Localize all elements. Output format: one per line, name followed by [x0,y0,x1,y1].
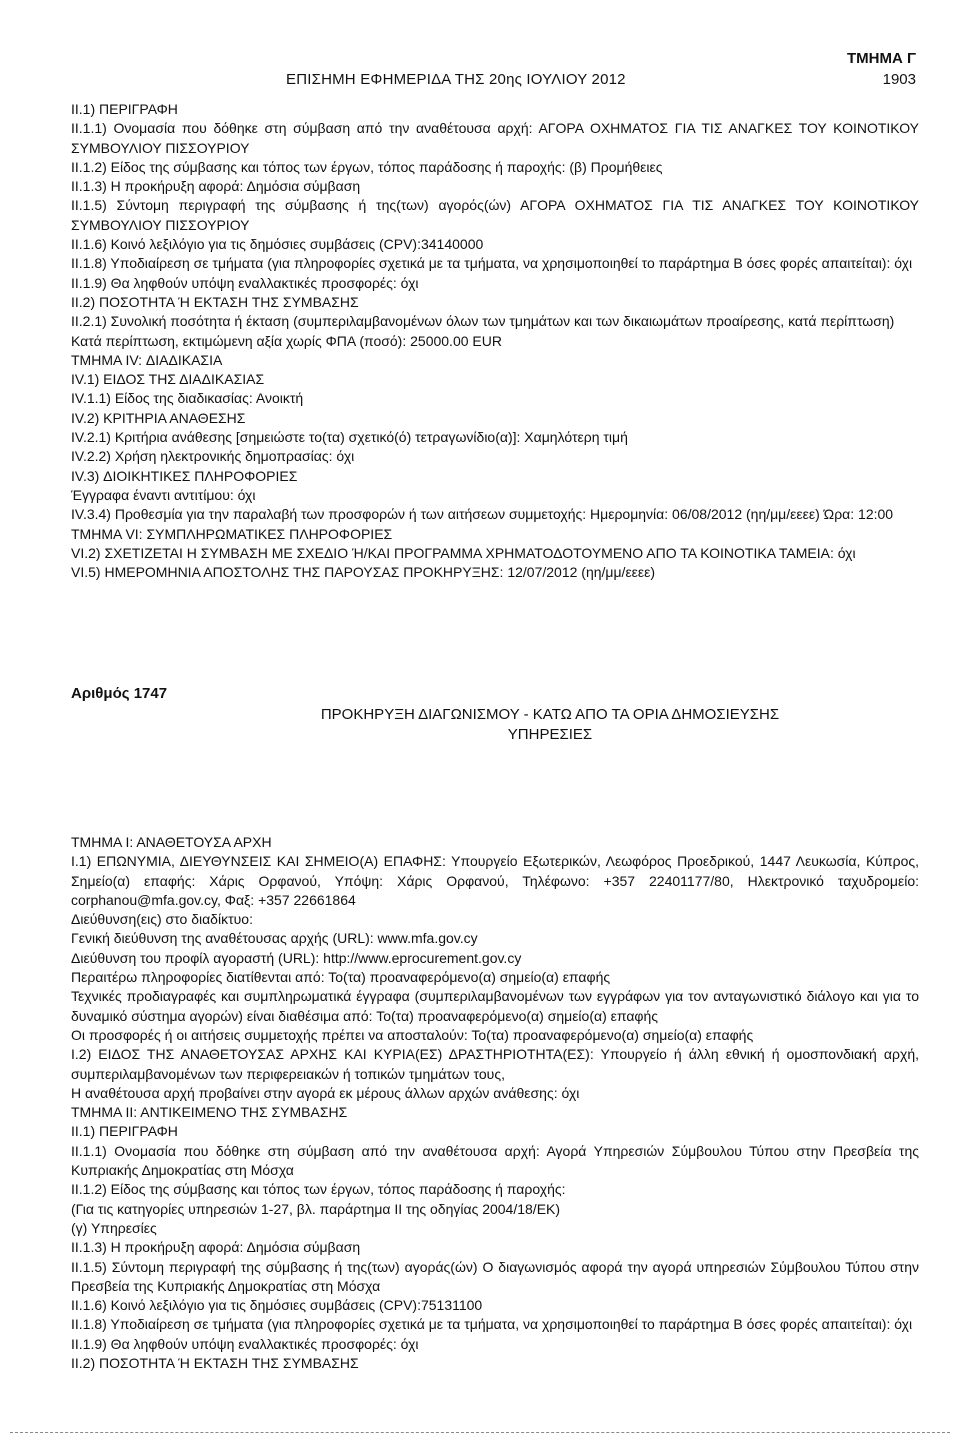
bottom-rule [10,1432,950,1433]
paragraph: ΙΙ.1) ΠΕΡΙΓΡΑΦΗ [71,101,178,117]
paragraph: ΙΙ.1.3) Η προκήρυξη αφορά: Δημόσια σύμβαση [71,178,361,195]
notice-continuation [71,100,919,582]
paragraph: ΙΙ.1) ΠΕΡΙΓΡΑΦΗ [71,1123,178,1140]
paragraph: IV.2.2) Χρήση ηλεκτρονικής δημοπρασίας: όχι [71,448,355,465]
page-number: 1903 [882,71,916,88]
paragraph: ΙΙ.1.6) Κοινό λεξιλόγιο για τις δημόσιες συμβάσεις (CPV):34140000 [71,236,484,253]
paragraph: ΙΙ.1.9) Θα ληφθούν υπόψη εναλλακτικές προσφορές: όχι [71,274,419,291]
paragraph: (γ) Υπηρεσίες [71,1219,157,1236]
paragraph: ΙΙ.1.5) Σύντομη περιγραφή της σύμβασης ή της(των) αγοράς(ών) Ο διαγωνισμός αφορά την αγορά υπηρεσιών Σύμβουλου Τύπου στην Πρεσβεία της Κυπριακής Δημοκρατίας στη Μόσχα [71,1258,919,1294]
paragraph: Κατά περίπτωση, εκτιμώμενη αξία χωρίς ΦΠΑ (ποσό): 25000.00 EUR [71,332,502,349]
paragraph: Έγγραφα έναντι αντιτίμου: όχι [71,486,256,503]
paragraph: Ι.2) ΕΙΔΟΣ ΤΗΣ ΑΝΑΘΕΤΟΥΣΑΣ ΑΡΧΗΣ ΚΑΙ ΚΥΡΙΑ(ΕΣ) ΔΡΑΣΤΗΡΙΟΤΗΤΑ(ΕΣ): Υπουργείο ή άλλη εθνική ή ομοσπονδιακή αρχή, συμπεριλαμβανομένων των περιφερειακών ή τοπικών τμημάτων τους, [71,1046,919,1082]
paragraph: IV.2.1) Κριτήρια ανάθεσης [σημειώστε το(τα) σχετικό(ό) τετραγωνίδιο(α)]: Χαμηλότερη τιμή [71,429,628,446]
paragraph: ΙΙ.1.1) Ονομασία που δόθηκε στη σύμβαση από την αναθέτουσα αρχή: Αγορά Υπηρεσιών Σύμβουλου Τύπου στην Πρεσβεία της Κυπριακής Δημοκρατίας στη Μόσχα [71,1142,919,1179]
paragraph: Η αναθέτουσα αρχή προβαίνει στην αγορά εκ μέρους άλλων αρχών ανάθεσης: όχι [71,1084,580,1101]
gazette-title: ΕΠΙΣΗΜΗ ΕΦΗΜΕΡΙΔΑ ΤΗΣ 20ης ΙΟΥΛΙΟΥ 2012 [286,71,626,88]
paragraph: ΤΜΗΜΑ ΙΙ: ΑΝΤΙΚΕΙΜΕΝΟ ΤΗΣ ΣΥΜΒΑΣΗΣ [71,1104,348,1121]
paragraph: ΙΙ.1.6) Κοινό λεξιλόγιο για τις δημόσιες συμβάσεις (CPV):75131100 [71,1297,483,1314]
paragraph: IV.1) ΕΙΔΟΣ ΤΗΣ ΔΙΑΔΙΚΑΣΙΑΣ [71,371,265,388]
notice-title: ΠΡΟΚΗΡΥΞΗ ΔΙΑΓΩΝΙΣΜΟΥ - ΚΑΤΩ ΑΠΟ ΤΑ ΟΡΙΑ ΔΗΜΟΣΙΕΥΣΗΣ [320,706,780,723]
notice-subtitle: ΥΠΗΡΕΣΙΕΣ [507,726,593,743]
paragraph: ΙΙ.1.1) Ονομασία που δόθηκε στη σύμβαση από την αναθέτουσα αρχή: ΑΓΟΡΑ ΟΧΗΜΑΤΟΣ ΓΙΑ ΤΙΣ ΑΝΑΓΚΕΣ ΤΟΥ ΚΟΙΝΟΤΙΚΟΥ ΣΥΜΒΟΥΛΙΟΥ ΠΙΣΣΟΥΡΙΟΥ [71,120,919,156]
paragraph: IV.2) ΚΡΙΤΗΡΙΑ ΑΝΑΘΕΣΗΣ [71,409,246,426]
paragraph: (Για τις κατηγορίες υπηρεσιών 1-27, βλ. παράρτημα ΙΙ της οδηγίας 2004/18/ΕΚ) [71,1200,561,1217]
paragraph: ΙΙ.1.5) Σύντομη περιγραφή της σύμβασης ή της(των) αγορός(ών) ΑΓΟΡΑ ΟΧΗΜΑΤΟΣ ΓΙΑ ΤΙΣ ΑΝΑΓΚΕΣ ΤΟΥ ΚΟΙΝΟΤΙΚΟΥ ΣΥΜΒΟΥΛΙΟΥ ΠΙΣΣΟΥΡΙΟΥ [71,197,919,233]
paragraph: VI.2) ΣΧΕΤΙΖΕΤΑΙ Η ΣΥΜΒΑΣΗ ΜΕ ΣΧΕΔΙΟ Ή/ΚΑΙ ΠΡΟΓΡΑΜΜΑ ΧΡΗΜΑΤΟΔΟΤΟΥΜΕΝΟ ΑΠΟ ΤΑ ΚΟΙΝΟΤΙΚΑ ΤΑΜΕΙΑ: όχι [71,544,856,561]
paragraph: ΙΙ.1.2) Είδος της σύμβασης και τόπος των έργων, τόπος παράδοσης ή παροχής: [71,1181,566,1198]
paragraph: ΤΜΗΜΑ Ι: ΑΝΑΘΕΤΟΥΣΑ ΑΡΧΗ [71,834,272,850]
paragraph: ΙΙ.1.8) Υποδιαίρεση σε τμήματα (για πληροφορίες σχετικά με τα τμήματα, να χρησιμοποιηθεί το παράρτημα Β όσες φορές απαιτείται): όχι [71,1316,913,1333]
paragraph: Τεχνικές προδιαγραφές και συμπληρωματικά έγγραφα (συμπεριλαμβανομένων των εγγράφων για τον ανταγωνιστικό διάλογο και για το δυναμικό σύστημα αγορών) είναι διαθέσιμα από: Το(τα) προαναφερόμενο(α) σημείο(α) επαφής [71,988,919,1024]
paragraph: IV.3) ΔΙΟΙΚΗΤΙΚΕΣ ΠΛΗΡΟΦΟΡΙΕΣ [71,467,298,484]
paragraph: Γενική διεύθυνση της αναθέτουσας αρχής (URL): www.mfa.gov.cy [71,930,478,947]
paragraph: ΙΙ.1.3) Η προκήρυξη αφορά: Δημόσια σύμβαση [71,1239,361,1256]
paragraph: Διεύθυνση(εις) στο διαδίκτυο: [71,911,253,928]
paragraph: ΙΙ.1.9) Θα ληφθούν υπόψη εναλλακτικές προσφορές: όχι [71,1335,419,1352]
paragraph: ΙΙ.2.1) Συνολική ποσότητα ή έκταση (συμπεριλαμβανομένων όλων των τμημάτων και των δικαιωμάτων προαίρεσης, κατά περίπτωση) [71,313,895,330]
notice-number: Αριθμός 1747 [71,685,168,702]
paragraph: ΙΙ.1.8) Υποδιαίρεση σε τμήματα (για πληροφορίες σχετικά με τα τμήματα, να χρησιμοποιηθεί το παράρτημα Β όσες φορές απαιτείται): όχι [71,255,913,272]
paragraph: VI.5) ΗΜΕΡΟΜΗΝΙΑ ΑΠΟΣΤΟΛΗΣ ΤΗΣ ΠΑΡΟΥΣΑΣ ΠΡΟΚΗΡΥΞΗΣ: 12/07/2012 (ηη/μμ/εεεε) [71,564,656,581]
paragraph: ΙΙ.2) ΠΟΣΟΤΗΤΑ Ή ΕΚΤΑΣΗ ΤΗΣ ΣΥΜΒΑΣΗΣ [71,1355,359,1372]
paragraph: ΙΙ.1.2) Είδος της σύμβασης και τόπος των έργων, τόπος παράδοσης ή παροχής: (β) Προμήθειες [71,158,663,175]
paragraph: ΤΜΗΜΑ IV: ΔΙΑΔΙΚΑΣΙΑ [71,351,223,368]
paragraph: IV.1.1) Είδος της διαδικασίας: Ανοικτή [71,390,304,407]
paragraph: Ι.1) ΕΠΩΝΥΜΙΑ, ΔΙΕΥΘΥΝΣΕΙΣ ΚΑΙ ΣΗΜΕΙΟ(Α) ΕΠΑΦΗΣ: Υπουργείο Εξωτερικών, Λεωφόρος Προεδρικού, 1447 Λευκωσία, Κύπρος, Σημείο(α) επαφής: Χάρις Ορφανού, Υπόψη: Χάρις Ορφανού, Τηλέφωνο: +357 22401177/80, Ηλεκτρονικό ταχυδρομείο: corphanou@mfa.gov.cy, Φαξ: +357 22661864 [71,853,919,908]
paragraph: Περαιτέρω πληροφορίες διατίθενται από: Το(τα) προαναφερόμενο(α) σημείο(α) επαφής [71,969,611,986]
paragraph: Οι προσφορές ή οι αιτήσεις συμμετοχής πρέπει να αποσταλούν: Το(τα) προαναφερόμενο(α) σημείο(α) επαφής [71,1026,754,1043]
section-label: ΤΜΗΜΑ Γ [846,50,916,67]
paragraph: ΙΙ.2) ΠΟΣΟΤΗΤΑ Ή ΕΚΤΑΣΗ ΤΗΣ ΣΥΜΒΑΣΗΣ [71,293,359,310]
notice-body [71,833,919,1373]
paragraph: IV.3.4) Προθεσμία για την παραλαβή των προσφορών ή των αιτήσεων συμμετοχής: Ημερομηνία: 06/08/2012 (ηη/μμ/εεεε) Ώρα: 12:00 [71,506,894,523]
paragraph: ΤΜΗΜΑ VI: ΣΥΜΠΛΗΡΩΜΑΤΙΚΕΣ ΠΛΗΡΟΦΟΡΙΕΣ [71,525,393,542]
paragraph: Διεύθυνση του προφίλ αγοραστή (URL): http://www.eprocurement.gov.cy [71,949,522,966]
